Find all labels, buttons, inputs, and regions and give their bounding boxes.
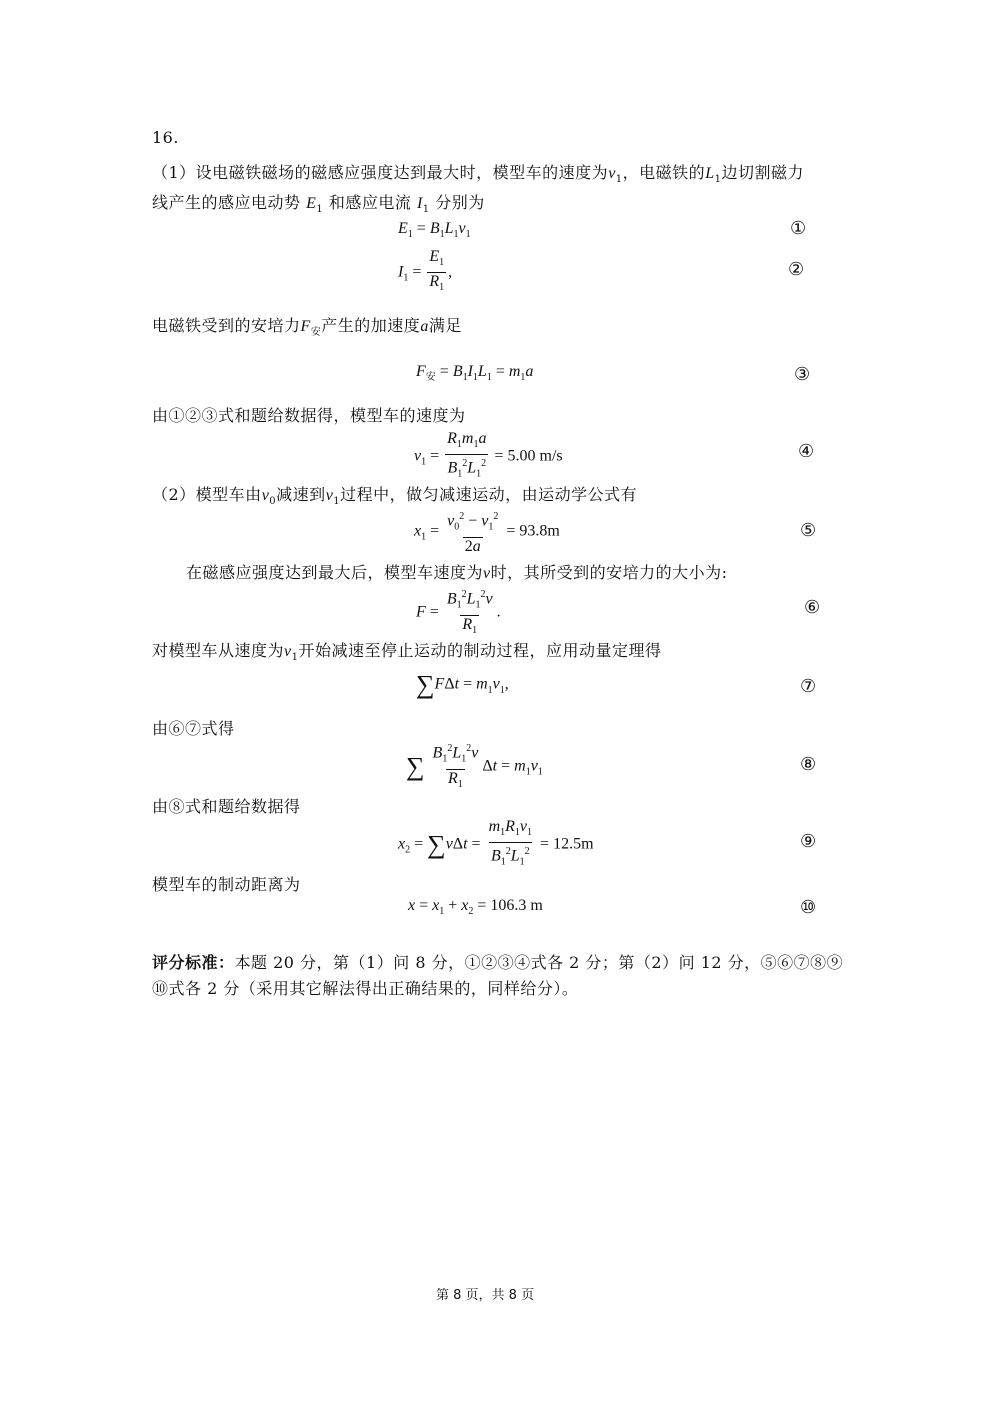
part2-intro-c: 过程中，做匀减速运动，由运动学公式有 (340, 485, 638, 504)
var-v1: v (608, 165, 616, 182)
part1-intro-line2-a: 线产生的感应电动势 (152, 193, 301, 212)
var-v1-b: v (325, 487, 334, 504)
problem-number: 16. (152, 128, 179, 147)
eq-number-1: ① (790, 218, 807, 239)
var-v1-c: v (284, 643, 292, 660)
from-8: 由⑧式和题给数据得 (152, 797, 301, 816)
force-intro (152, 313, 462, 338)
var-I1: I (416, 195, 423, 212)
from-67: 由⑥⑦式得 (152, 719, 235, 738)
sub-1f: 1 (291, 652, 299, 664)
brake-intro (152, 638, 662, 663)
var-F-an: F (300, 318, 311, 335)
eq-number-3: ③ (794, 364, 811, 385)
part1-intro-line1 (152, 160, 804, 185)
equation-10: $x = x_1 + x_2 = 106.3$ m (408, 897, 543, 918)
part2-intro-b: 减速到 (276, 485, 326, 504)
eq-number-9: ⑨ (800, 831, 817, 852)
eq-number-5: ⑤ (800, 520, 817, 541)
force-intro-c: 满足 (428, 316, 462, 335)
equation-6: F = $\frac{B_1^2L_1^2v}{R_1}$ . (416, 586, 501, 640)
after-max-b: 时，其所受到的安培力的大小为: (490, 563, 728, 582)
scoring-line1 (152, 950, 843, 973)
sub-1e: 1 (333, 496, 341, 508)
scoring-label: 评分标准： (152, 953, 235, 972)
part2-intro (152, 482, 637, 507)
eq-number-8: ⑧ (800, 754, 817, 775)
var-v: v (483, 565, 491, 582)
sub-an: 安 (310, 327, 322, 339)
sub-1d: 1 (422, 204, 430, 216)
force-intro-b: 产生的加速度 (321, 316, 421, 335)
eq-number-10: ⑩ (800, 897, 817, 918)
v1-value: 5.00 m/s (507, 447, 563, 465)
x-value: 106.3 m (490, 897, 543, 914)
x2-value: 12.5m (553, 835, 594, 853)
equation-9: $x_2 = \sum v\Delta t$ = $\frac{m_1R_1v_1}{B_1^2L_1^2}$ = 12.5m (398, 818, 594, 872)
eq-number-7: ⑦ (800, 676, 817, 697)
part1-intro-b: ，电磁铁的 (622, 163, 706, 182)
scoring-line2: ⑩式各 2 分（采用其它解法得出正确结果的，同样给分）。 (152, 979, 579, 998)
eq-number-4: ④ (798, 441, 815, 462)
page-footer: 第 8 页，共 8 页 (436, 1288, 535, 1303)
x1-value: 93.8m (519, 522, 560, 540)
eq-number-6: ⑥ (804, 597, 821, 618)
var-a: a (420, 318, 429, 335)
eq-number-2: ② (788, 259, 805, 280)
sub-1: 1 (615, 174, 623, 186)
part1-intro-line2 (152, 190, 485, 215)
part1-intro-line2-b: 和感应电流 (328, 193, 412, 212)
brake-b: 开始减速至停止运动的制动过程，应用动量定理得 (298, 641, 662, 660)
var-v0: v (261, 487, 270, 504)
equation-7: $\sum F\Delta t = m_1v_1$, (416, 670, 509, 699)
sub-1c: 1 (316, 204, 324, 216)
var-E1: E (306, 195, 317, 212)
after-max (186, 560, 728, 583)
scoring-text1: 本题 20 分，第（1）问 8 分，①②③④式各 2 分；第（2）问 12 分，⑤⑥⑦⑧⑨ (234, 953, 844, 972)
equation-4: $v_1$ = $\frac{R_1m_1a}{B_1^2L_1^2}$ = 5.00 m/s (414, 430, 563, 484)
equation-3: $F_安 = B_1I_1L_1 = m_1a$ (416, 363, 534, 384)
equation-1: $E_1 = B_1L_1v_1$ (398, 220, 471, 241)
part2-intro-a: （2）模型车由 (152, 485, 262, 504)
brake-a: 对模型车从速度为 (152, 641, 285, 660)
sub-1b: 1 (714, 174, 722, 186)
force-intro-a: 电磁铁受到的安培力 (152, 316, 301, 335)
var-L1: L (705, 165, 715, 182)
distance-intro: 模型车的制动距离为 (152, 875, 301, 894)
equation-2: $I_1$ = $\frac{E_1}{R_1}$ , (398, 248, 452, 297)
equation-8: ∑ $\frac{B_1^2L_1^2v}{R_1}$ $\Delta t = m_1v_1$ (406, 740, 543, 794)
after-max-a: 在磁感应强度达到最大后，模型车速度为 (186, 563, 484, 582)
part1-intro-c: 边切割磁力 (721, 163, 804, 182)
sub-0: 0 (269, 496, 277, 508)
from-123: 由①②③式和题给数据得，模型车的速度为 (152, 406, 466, 425)
part1-intro-a: （1）设电磁铁磁场的磁感应强度达到最大时，模型车的速度为 (152, 163, 609, 182)
equation-5: $x_1$ = $\frac{v_0^2 - v_1^2}{2a}$ = 93.8m (414, 511, 560, 555)
part1-intro-line2-c: 分别为 (435, 193, 485, 212)
